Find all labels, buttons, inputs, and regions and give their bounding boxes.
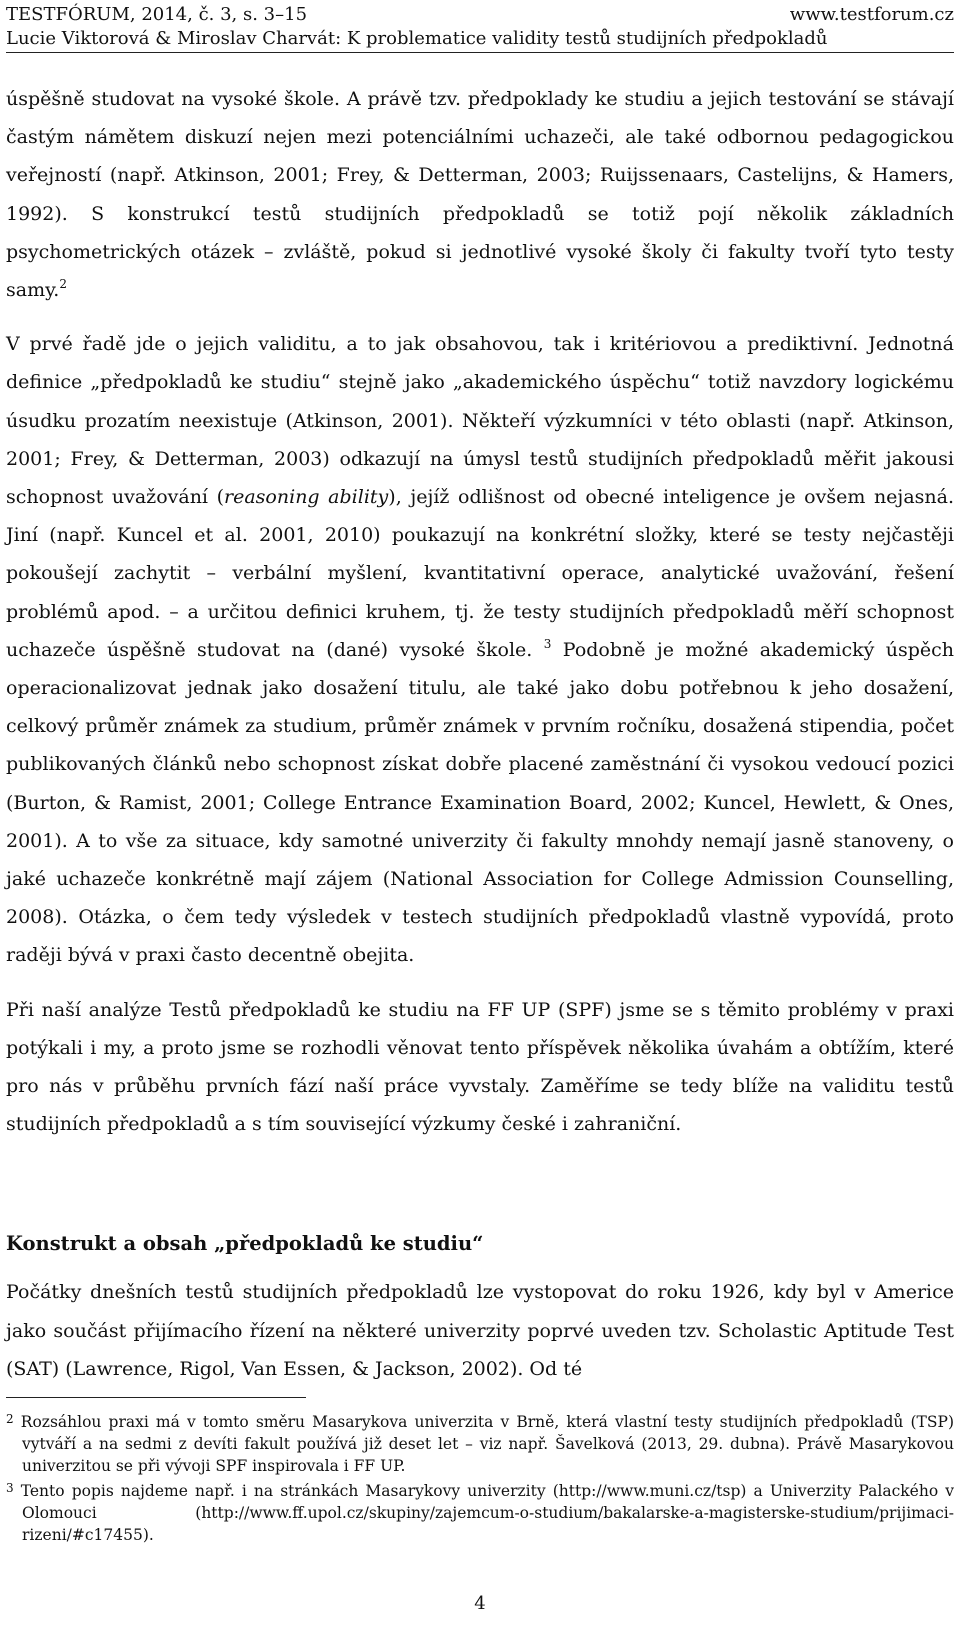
journal-website: www.testforum.cz bbox=[789, 4, 954, 25]
paragraph-2-text-a: V prvé řadě jde o jejich validitu, a to jak obsahovou, tak i kritériovou a prediktivní. Jednotná definice „předpokladů ke studiu“ stejně jako „akademického úspěchu“ totiž navzdory logickému úsudku prozatím neexistuje (Atkinson, 2001). Někteří výzkumníci v této oblasti (např. Atkinson, 2001; Frey, & Detterman, 2003) odkazují na úmysl testů studijních předpokladů měřit jakousi schopnost uvažování ( bbox=[6, 333, 954, 509]
article-authors-title: Lucie Viktorová & Miroslav Charvát: K problematice validity testů studijních předpokladů bbox=[6, 28, 828, 49]
header-rule bbox=[6, 52, 954, 53]
footnote-2-number: 2 bbox=[6, 1412, 14, 1426]
footnote-2 bbox=[6, 1408, 954, 1477]
footnote-ref-2[interactable]: 2 bbox=[59, 277, 67, 292]
footnote-3-link-muni[interactable]: http://www.muni.cz/tsp bbox=[558, 1482, 741, 1500]
section-heading: Konstrukt a obsah „předpokladů ke studiu“ bbox=[6, 1232, 484, 1256]
paragraph-2-italic: reasoning ability bbox=[224, 486, 389, 509]
paragraph-3: Při naší analýze Testů předpokladů ke studiu na FF UP (SPF) jsme se s těmito problémy v praxi potýkali i my, a proto jsme se rozhodli věnovat tento příspěvek několika úvahám a obtížím, které pro nás v průběhu prvních fází naší práce vyvstaly. Zaměříme se tedy blíže na validitu testů studijních předpokladů a s tím související výzkumy české i zahraniční. bbox=[6, 998, 954, 1136]
page-number: 4 bbox=[474, 1593, 486, 1614]
footnote-3-text-b: ) a Univerzity Palackého v Olomouci ( bbox=[22, 1482, 955, 1522]
footnote-3-number: 3 bbox=[6, 1481, 14, 1495]
paragraph-2-text-c: Podobně je možné akademický úspěch operacionalizovat jednak jako dosažení titulu, ale také jako dobu potřebnou k jeho dosažení, celkový průměr známek za studium, průměr známek v prvním ročníku, dosažená stipendia, počet publikovaných článků nebo schopnost získat dobře placené zaměstnání či vysokou vedoucí pozici (Burton, & Ramist, 2001; College Entrance Examination Board, 2002; Kuncel, Hewlett, & Ones, 2001). A to vše za situace, kdy samotné univerzity či fakulty mnohdy nemají jasně stanoveny, o jaké uchazeče konkrétně mají zájem (National Association for College Admission Counselling, 2008). Otázka, o čem tedy výsledek v testech studijních předpokladů vlastně vypovídá, proto raději bývá v praxi často decentně obejita. bbox=[6, 638, 954, 967]
footnote-ref-3[interactable]: 3 bbox=[543, 636, 552, 651]
footnote-3-text-a: Tento popis najdeme např. i na stránkách Masarykovy univerzity ( bbox=[20, 1482, 559, 1500]
paragraph-1 bbox=[6, 80, 954, 309]
paragraph-4: Počátky dnešních testů studijních předpokladů lze vystopovat do roku 1926, kdy byl v Americe jako součást přijímacího řízení na některé univerzity poprvé uveden tzv. Scholastic Aptitude Test (SAT) (Lawrence, Rigol, Van Essen, & Jackson, 2002). Od té bbox=[6, 1281, 954, 1380]
footnote-2-text: Rozsáhlou praxi má v tomto směru Masarykova univerzita v Brně, která vlastní testy studijních předpokladů (TSP) vytváří a na sedmi z devíti fakult používá již deset let – viz např. Šavelková (2013, 29. dubna). Právě Masarykovou univerzitou se při vývoji SPF inspirovala i FF UP. bbox=[20, 1413, 954, 1475]
paragraph-2 bbox=[6, 325, 954, 974]
article-body bbox=[6, 80, 954, 1388]
paragraph-1-text: úspěšně studovat na vysoké škole. A právě tzv. předpoklady ke studiu a jejich testování se stávají častým námětem diskuzí nejen mezi potenciálními uchazeči, ale také odbornou pedagogickou veřejností (např. Atkinson, 2001; Frey, & Detterman, 2003; Ruijssenaars, Castelijns, & Hamers, 1992). S konstrukcí testů studijních předpokladů se totiž pojí několik základních psychometrických otázek – zvláště, pokud si jednotlivé vysoké školy či fakulty tvoří tyto testy samy. bbox=[6, 88, 954, 302]
footnotes bbox=[6, 1408, 954, 1546]
footnote-3-link-upol[interactable]: http://www.ff.upol.cz/skupiny/zajemcum-o-studium/bakalarske-a-magisterske-studium/prijimaci-rizeni/#c17455 bbox=[22, 1504, 954, 1544]
running-header bbox=[6, 3, 954, 51]
footnote-3 bbox=[6, 1477, 954, 1546]
journal-citation: TESTFÓRUM, 2014, č. 3, s. 3–15 bbox=[6, 4, 308, 25]
paragraph-2-text-b: ), jejíž odlišnost od obecné inteligence je ovšem nejasná. Jiní (např. Kuncel et al. 2001, 2010) poukazují na konkrétní složky, které se testy nejčastěji pokoušejí zachytit – verbální myšlení, kvantitativní operace, analytické uvažování, řešení problémů apod. – a určitou definici kruhem, tj. že testy studijních předpokladů měří schopnost uchazeče úspěšně studovat na (dané) vysoké škole. bbox=[6, 486, 955, 661]
footnote-rule bbox=[6, 1397, 306, 1398]
footnote-3-text-c: ). bbox=[142, 1526, 154, 1544]
